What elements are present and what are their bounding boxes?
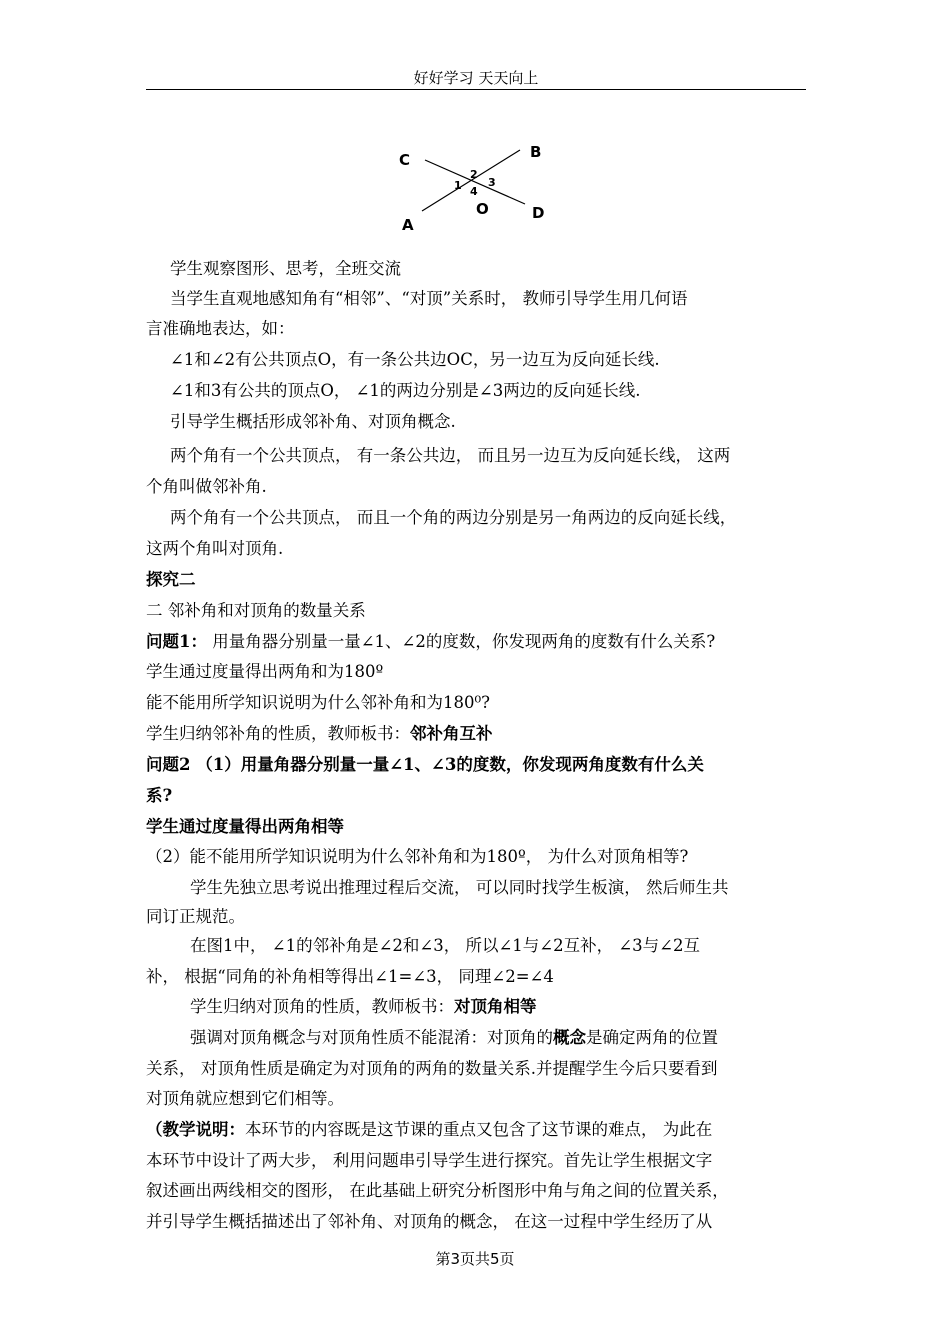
paragraph-line: （2）能不能用所学知识说明为什么邻补角和为180º， 为什么对顶角相等? [146,847,689,866]
question-1-label: 问题1： [146,632,207,651]
teaching-note [146,1119,712,1141]
label-angle-4: 4 [470,185,478,198]
question-1-text: 用量角器分别量一量∠1、∠2的度数，你发现两角的度数有什么关系? [206,632,716,651]
label-a: A [402,216,414,234]
label-angle-2: 2 [470,168,478,181]
paragraph-line: 并引导学生概括描述出了邻补角、对顶角的概念， 在这一过程中学生经历了从 [146,1212,713,1231]
question-2: 问题2 （1）用量角器分别量一量∠1、∠3的度数，你发现两角度数有什么关 [146,755,704,774]
board-note-text: 学生归纳对顶角的性质，教师板书： [190,997,454,1016]
paragraph-line: 本环节中设计了两大步， 利用问题串引导学生进行探究。首先让学生根据文字 [146,1151,713,1170]
paragraph-line: 学生先独立思考说出推理过程后交流， 可以同时找学生板演， 然后师生共 [190,878,729,897]
page-footer: 第3页共5页 [435,1250,515,1268]
paragraph-line: 言准确地表达，如： [146,319,295,338]
paragraph-line: 在图1中， ∠1的邻补角是∠2和∠3， 所以∠1与∠2互补， ∠3与∠2互 [190,936,700,955]
paragraph-line: 关系， 对顶角性质是确定为对顶角的两角的数量关系.并提醒学生今后只要看到 [146,1059,718,1078]
section-heading: 探究二 [146,570,196,589]
paragraph-line: 能不能用所学知识说明为什么邻补角和为180⁰? [146,693,490,712]
paragraph-line: 系? [146,786,173,805]
intersecting-lines-figure [390,138,560,238]
paragraph-line: ∠1和3有公共的顶点O， ∠1的两边分别是∠3两边的反向延长线. [170,381,641,400]
label-d: D [532,204,545,222]
header-divider [146,89,806,90]
paragraph-line: 两个角有一个公共顶点， 而且一个角的两边分别是另一角两边的反向延长线， [170,508,737,527]
paragraph-line [146,723,493,745]
label-b: B [530,143,542,161]
paragraph-line: 当学生直观地感知角有“相邻”、“对顶”关系时， 教师引导学生用几何语 [170,289,688,308]
paragraph-line: 对顶角就应想到它们相等。 [146,1089,344,1108]
paragraph-line: 两个角有一个公共顶点， 有一条公共边， 而且另一边互为反向延长线， 这两 [170,446,731,465]
emphasis: 概念 [553,1028,586,1047]
paragraph-line: 补， 根据“同角的补角相等得出∠1=∠3， 同理∠2=∠4 [146,967,554,986]
paragraph-line: 这两个角叫对顶角. [146,539,284,558]
teaching-note-text: 本环节的内容既是这节课的重点又包含了这节课的难点， 为此在 [245,1120,713,1139]
board-note-bold: 对顶角相等 [454,997,537,1016]
label-o: O [476,200,489,218]
paragraph-line: ∠1和∠2有公共顶点O，有一条公共边OC，另一边互为反向延长线. [170,350,660,369]
label-angle-1: 1 [454,179,462,192]
subsection-heading: 二 邻补角和对顶角的数量关系 [146,601,366,620]
label-angle-3: 3 [488,176,496,189]
paragraph-line: 叙述画出两线相交的图形， 在此基础上研究分析图形中角与角之间的位置关系， [146,1181,729,1200]
page-header: 好好学习 天天向上 [413,69,539,87]
paragraph-line: 个角叫做邻补角. [146,477,267,496]
paragraph-line [190,1027,718,1049]
board-note-text: 学生归纳邻补角的性质，教师板书： [146,724,410,743]
paragraph-line [190,996,537,1018]
paragraph-line: 引导学生概括形成邻补角、对顶角概念. [170,412,456,431]
paragraph-line: 学生观察图形、思考，全班交流 [170,259,401,278]
paragraph-line: 学生通过度量得出两角相等 [146,817,344,836]
paragraph-line: 同订正规范。 [146,907,245,926]
paragraph-line: 学生通过度量得出两角和为180º [146,662,384,681]
question-1 [146,631,715,653]
teaching-note-label: （教学说明： [146,1120,245,1139]
board-note-bold: 邻补角互补 [410,724,493,743]
text-span: 强调对顶角概念与对顶角性质不能混淆：对顶角的 [190,1028,553,1047]
text-span: 是确定两角的位置 [586,1028,718,1047]
label-c: C [399,151,411,169]
